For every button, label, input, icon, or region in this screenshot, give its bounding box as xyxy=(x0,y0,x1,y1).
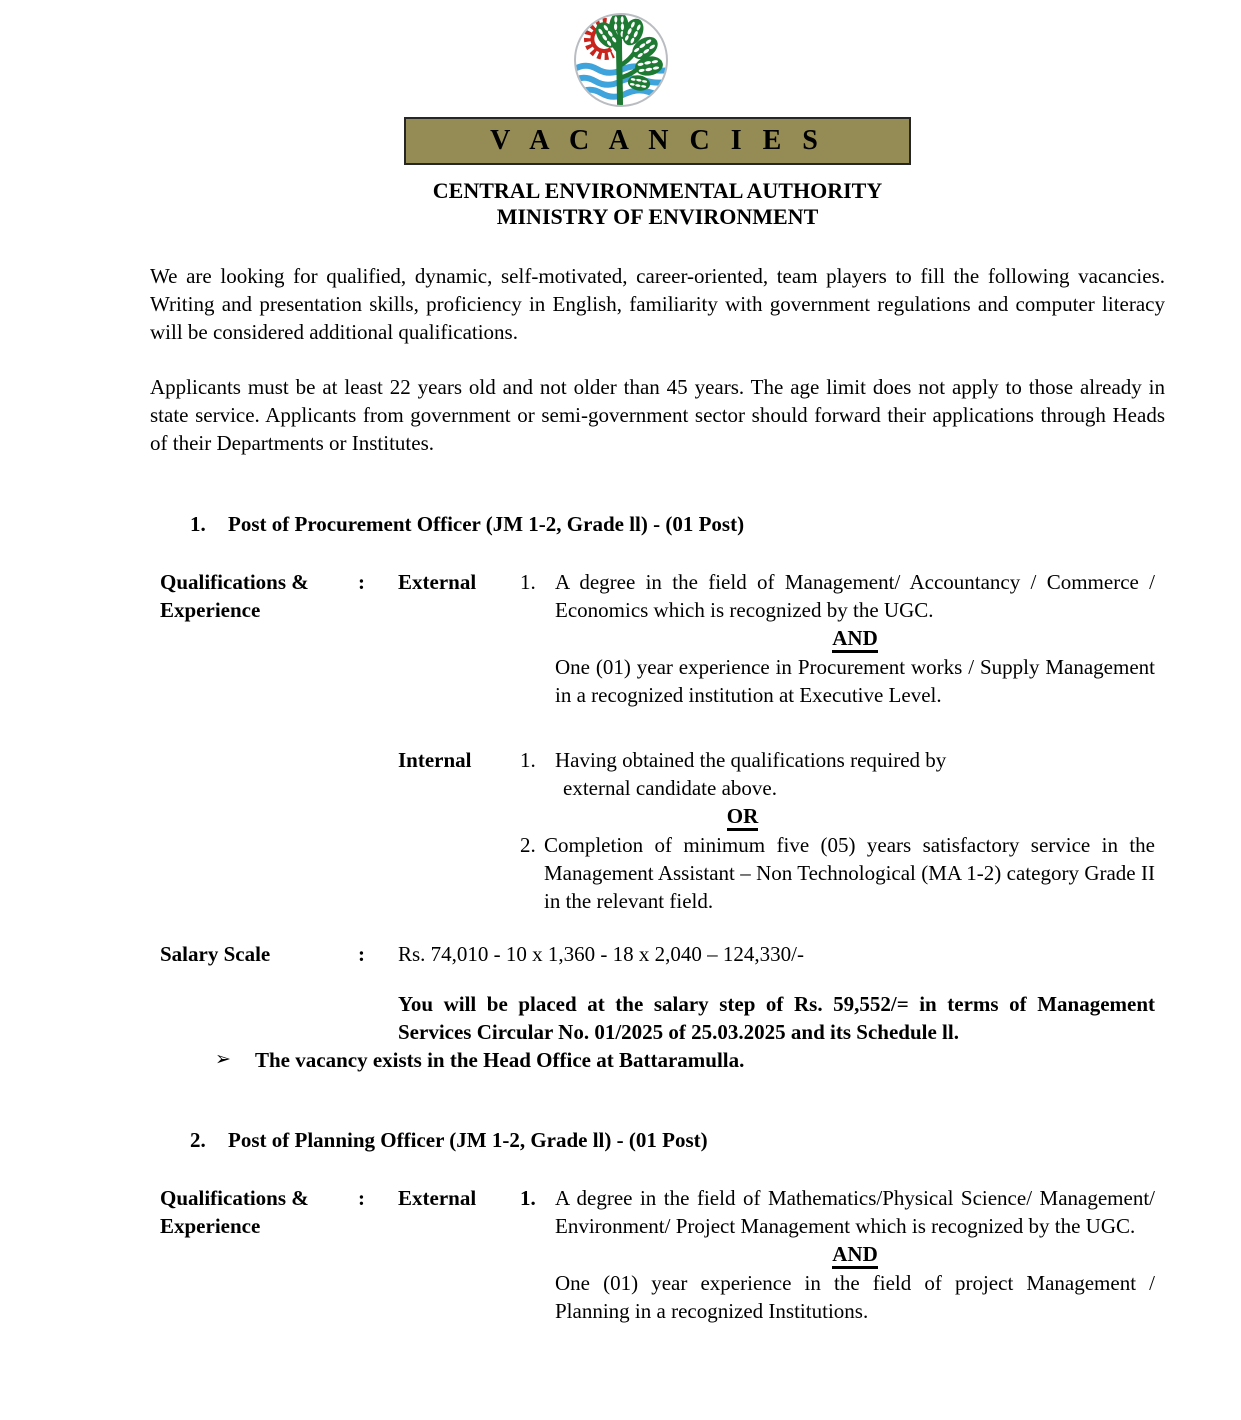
post2-heading xyxy=(150,1126,1165,1154)
vacancy-location-text: The vacancy exists in the Head Office at Battaramulla. xyxy=(255,1048,745,1072)
vacancy-location-bullet xyxy=(150,1046,1165,1074)
item-number: 1. xyxy=(520,748,536,772)
colon-separator: : xyxy=(358,1186,365,1210)
post1-external-content xyxy=(520,568,1165,709)
qualifications-label: Qualifications & Experience xyxy=(160,1186,309,1238)
item-text: A degree in the field of Mathematics/Physical Science/ Management/ Environment/ Project Management which is recognized by the UGC. xyxy=(555,1186,1155,1238)
item-number: 2. xyxy=(520,833,536,857)
item-number: 1. xyxy=(520,1186,536,1210)
vacancies-banner xyxy=(404,117,911,165)
internal-label: Internal xyxy=(398,748,472,772)
org-name-line1: CENTRAL ENVIRONMENTAL AUTHORITY xyxy=(432,178,883,203)
salary-scale-value: Rs. 74,010 - 10 x 1,360 - 18 x 2,040 – 124,330/- xyxy=(398,942,804,966)
external-label: External xyxy=(398,570,477,594)
salary-scale-row xyxy=(150,940,1165,968)
post2-heading-number: 2. xyxy=(190,1128,206,1152)
salary-placement-note: You will be placed at the salary step of Rs. 59,552/= in terms of Management Services Circular No. 01/2025 of 25.03.2025 and its Schedule ll. xyxy=(398,992,1155,1044)
list-item xyxy=(520,1184,1155,1240)
list-item xyxy=(520,568,1155,624)
item-text: A degree in the field of Management/ Accountancy / Commerce / Economics which is recognized by the UGC. xyxy=(555,570,1155,622)
arrowhead-bullet-icon: ➢ xyxy=(215,1049,231,1070)
colon-separator: : xyxy=(358,570,365,594)
or-conjunction: OR xyxy=(555,802,930,831)
list-item xyxy=(520,831,1155,915)
post2-heading-title: Post of Planning Officer (JM 1-2, Grade ll) - (01 Post) xyxy=(228,1128,708,1152)
org-name-line2: MINISTRY OF ENVIRONMENT xyxy=(496,204,819,229)
qualifications-label: Qualifications & Experience xyxy=(160,570,309,622)
item-text: Completion of minimum five (05) years satisfactory service in the Management Assistant – Non Technological (MA 1-2) category Grade II in the relevant field. xyxy=(544,833,1155,913)
salary-scale-label: Salary Scale xyxy=(160,942,271,966)
intro-paragraph-1: We are looking for qualified, dynamic, self-motivated, career-oriented, team players to fill the following vacancies. Writing and presentation skills, proficiency in English, familiarity with government regulations and computer literacy will be considered additional qualifications. xyxy=(150,264,1165,344)
spacer xyxy=(358,746,398,915)
cea-logo xyxy=(569,8,673,112)
colon-separator: : xyxy=(358,942,365,966)
post2-external-content xyxy=(520,1184,1165,1325)
post1-heading xyxy=(150,510,1165,538)
and-conjunction: AND xyxy=(555,1240,1155,1269)
post1-internal-content xyxy=(520,746,1165,915)
post1-qualifications-internal-row xyxy=(150,746,1165,915)
item-number: 1. xyxy=(520,570,536,594)
list-item xyxy=(520,746,1155,802)
item-text: One (01) year experience in Procurement works / Supply Management in a recognized institution at Executive Level. xyxy=(555,655,1155,707)
vacancies-banner-title: V A C A N C I E S xyxy=(490,125,825,156)
post1-qualifications-external-row xyxy=(150,568,1165,709)
item-text: Having obtained the qualifications required by external candidate above. xyxy=(555,748,947,800)
and-conjunction: AND xyxy=(555,624,1155,653)
intro-paragraph-2: Applicants must be at least 22 years old and not older than 45 years. The age limit does not apply to those already in state service. Applicants from government or semi-government sector should forward their applications through Heads of their Departments or Institutes. xyxy=(150,375,1165,455)
post1-heading-title: Post of Procurement Officer (JM 1-2, Grade ll) - (01 Post) xyxy=(228,512,745,536)
item-text: One (01) year experience in the field of project Management / Planning in a recognized Institutions. xyxy=(555,1271,1155,1323)
external-label: External xyxy=(398,1186,477,1210)
post1-heading-number: 1. xyxy=(190,512,206,536)
post2-qualifications-external-row xyxy=(150,1184,1165,1325)
spacer xyxy=(160,746,358,915)
document-content xyxy=(150,117,1165,1325)
